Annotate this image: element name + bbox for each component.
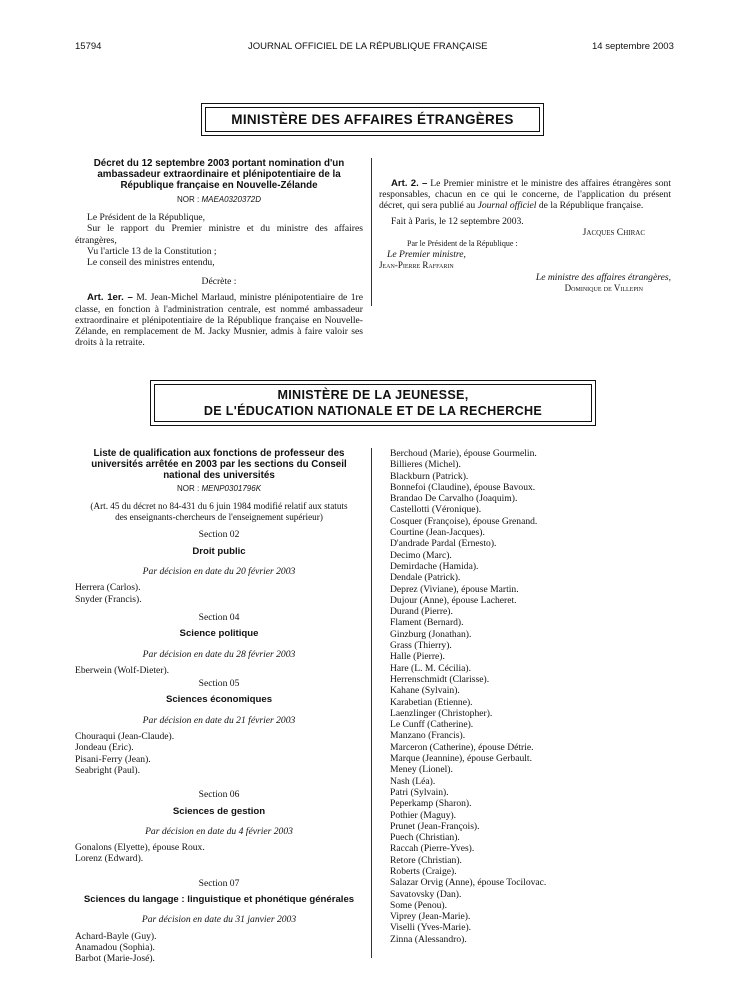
column-separator (371, 158, 372, 306)
list-item: Blackburn (Patrick). (390, 470, 469, 482)
list-item: Le Cunff (Catherine). (390, 719, 474, 731)
section-name: Science politique (179, 628, 259, 640)
list-item: Kahane (Sylvain). (390, 685, 460, 697)
article-1-label: Art. 1er. – (87, 292, 133, 304)
list-item: Ginzburg (Jonathan). (390, 628, 472, 640)
list-item: Peperkamp (Sharon). (390, 798, 472, 810)
decree-left-column (75, 158, 363, 348)
list-item: Lorenz (Edward). (75, 853, 144, 865)
list-item: Chouraqui (Jean-Claude). (75, 731, 175, 743)
section-name: Sciences de gestion (172, 805, 266, 817)
list-item: Billieres (Michel). (390, 459, 461, 471)
section-number: Section 04 (198, 611, 240, 623)
par-le-president: Par le Président de la République : (407, 239, 518, 249)
ministry2-line-1: MINISTÈRE DE LA JEUNESSE, (277, 388, 469, 402)
decree-fait: Fait à Paris, le 12 septembre 2003. (391, 215, 524, 227)
decree-right-column (379, 178, 671, 294)
section-decision: Par décision en date du 31 janvier 2003 (141, 914, 297, 926)
list-item: Courtine (Jean-Jacques). (390, 527, 485, 539)
journal-title: JOURNAL OFFICIEL DE LA RÉPUBLIQUE FRANÇAISE (248, 41, 488, 52)
signer-president: Jacques Chirac (582, 226, 645, 238)
decree-article-1 (75, 292, 363, 348)
list-item: Patri (Sylvain). (390, 786, 449, 798)
section-decision: Par décision en date du 4 février 2003 (145, 825, 293, 837)
section-number: Section 02 (198, 529, 240, 541)
list-item: Marceron (Catherine), épouse Détrie. (390, 741, 534, 753)
list-item: Karabetian (Etienne). (390, 696, 473, 708)
liste-nor: NOR : MENP0301796K (176, 484, 262, 493)
liste-note: (Art. 45 du décret no 84-431 du 6 juin 1984 modifié relatif aux statuts des enseignants-chercheurs de l'enseignement supérieur) (90, 501, 348, 522)
section-names (75, 731, 363, 776)
section-number: Section 07 (198, 877, 240, 889)
list-item: Viprey (Jean-Marie). (390, 911, 471, 923)
decree-nor: NOR : MAEA0320372D (176, 195, 262, 204)
section-decision: Par décision en date du 20 février 2003 (142, 566, 296, 578)
list-item: Meney (Lionel). (390, 764, 453, 776)
section-name: Sciences du langage : linguistique et phonétique générales (83, 894, 355, 906)
list-item: Barbot (Marie-José). (75, 953, 155, 965)
decree-para-2: Sur le rapport du Premier ministre et du ministre des affaires étrangères, (75, 223, 363, 246)
liste-left-column (75, 448, 363, 965)
ministry2-line-2: DE L'ÉDUCATION NATIONALE ET DE LA RECHERCHE (203, 404, 543, 418)
section-names (75, 842, 363, 865)
section-names (75, 582, 363, 605)
list-item: Bonnefoi (Claudine), épouse Bavoux. (390, 481, 536, 493)
list-item: Snyder (Francis). (75, 593, 142, 605)
list-item: Prunet (Jean-François). (390, 820, 480, 832)
list-item: Berchoud (Marie), épouse Gourmelin. (390, 448, 537, 459)
section-04 (75, 612, 363, 676)
column-separator (371, 448, 372, 958)
list-item: Manzano (Francis). (390, 730, 466, 742)
section-decision: Par décision en date du 28 février 2003 (142, 648, 296, 660)
article-1-text: M. Jean-Michel Marlaud, ministre plénipotentiaire de 1re classe, en fonction à l'administration centrale, est nommé ambassadeur extraordinaire et plénipotentiaire de la République française en Nouvelle-Zélande, en remplacement de M. Jacky Musnier, admis à faire valoir ses droits à la retraite. (75, 292, 363, 349)
list-item: Halle (Pierre). (390, 651, 445, 663)
liste-nor-code: MENP0301796K (201, 484, 262, 493)
ministry-box-foreign-affairs (201, 103, 544, 136)
section-decision: Par décision en date du 21 février 2003 (142, 714, 296, 726)
pm-name: Jean-Pierre Raffarin (379, 260, 454, 271)
list-item: Flament (Bernard). (390, 617, 464, 629)
section-name: Droit public (192, 545, 246, 557)
liste-right-column (390, 448, 671, 945)
decree-para-1: Le Président de la République, (87, 212, 206, 224)
list-item: Durand (Pierre). (390, 606, 453, 618)
list-item: Salazar Orvig (Anne), épouse Tocilovac. (390, 877, 547, 889)
ministry-title: MINISTÈRE DES AFFAIRES ÉTRANGÈRES (231, 112, 514, 127)
list-item: Anamadou (Sophia). (75, 941, 155, 953)
decree-nor-code: MAEA0320372D (201, 195, 262, 204)
list-item: Gonalons (Elyette), épouse Roux. (75, 842, 205, 854)
list-item: Eberwein (Wolf-Dieter). (75, 664, 170, 676)
list-item: Zinna (Alessandro). (390, 933, 467, 945)
list-item: Retore (Christian). (390, 854, 462, 866)
section-07-names-continued (390, 448, 671, 945)
page-header (0, 41, 751, 55)
list-item: Dendale (Patrick). (390, 572, 461, 584)
list-item: Demirdache (Hamida). (390, 560, 479, 572)
section-name: Sciences économiques (165, 694, 273, 706)
list-item: Grass (Thierry). (390, 640, 452, 652)
list-item: Pothier (Maguy). (390, 809, 457, 821)
section-names (75, 665, 363, 676)
decree-title: Décret du 12 septembre 2003 portant nomination d'un ambassadeur extraordinaire et plénipotentiaire de la République française en Nouvelle-Zélande (93, 158, 345, 191)
list-item: Achard-Bayle (Guy). (75, 930, 157, 942)
minister-name: Dominique de Villepin (564, 282, 643, 293)
issue-date: 14 septembre 2003 (592, 41, 674, 52)
list-item: Marque (Jeannine), épouse Gerbault. (390, 753, 532, 765)
liste-title: Liste de qualification aux fonctions de professeur des universités arrêtée en 2003 par les sections du Conseil national des universités (91, 448, 347, 481)
section-02 (75, 529, 363, 604)
list-item: Decimo (Marc). (390, 549, 452, 561)
list-item: Deprez (Viviane), épouse Martin. (390, 583, 519, 595)
section-05 (75, 678, 363, 776)
ministry-box-education (150, 380, 596, 426)
decree-para-4: Le conseil des ministres entendu, (87, 257, 215, 269)
list-item: Roberts (Craige). (390, 865, 457, 877)
section-06 (75, 789, 363, 864)
list-item: Herrera (Carlos). (75, 582, 141, 594)
section-number: Section 06 (198, 789, 240, 801)
list-item: Puech (Christian). (390, 832, 460, 844)
list-item: D'andrade Pardal (Ernesto). (390, 538, 497, 550)
list-item: Hare (L. M. Cécilia). (390, 662, 471, 674)
list-item: Laenzlinger (Christopher). (390, 707, 493, 719)
list-item: Jondeau (Eric). (75, 742, 134, 754)
list-item: Castellotti (Véronique). (390, 504, 482, 516)
decree-article-2: Art. 2. – Le Premier ministre et le ministre des affaires étrangères sont responsables, chacun en ce qui le concerne, de l'application du présent décret, qui sera publié au Journal officiel de la République française. (379, 178, 671, 212)
article-2-label: Art. 2. – (391, 178, 428, 189)
decree-decrete: Décrète : (201, 276, 237, 288)
list-item: Pisani-Ferry (Jean). (75, 753, 151, 765)
journal-officiel-ref: Journal officiel (477, 200, 537, 212)
minister-title: Le ministre des affaires étrangères, (535, 271, 671, 283)
list-item: Viselli (Yves-Marie). (390, 922, 472, 934)
section-number: Section 05 (198, 678, 240, 690)
list-item: Herrenschmidt (Clarisse). (390, 673, 490, 685)
page-number: 15794 (75, 41, 102, 52)
list-item: Some (Penou). (390, 899, 448, 911)
section-07 (75, 878, 363, 965)
list-item: Nash (Léa). (390, 775, 436, 787)
list-item: Dujour (Anne), épouse Lacheret. (390, 594, 517, 606)
list-item: Raccah (Pierre-Yves). (390, 843, 475, 855)
section-names (75, 931, 363, 965)
decree-para-3: Vu l'article 13 de la Constitution ; (87, 245, 217, 257)
list-item: Savatovsky (Dan). (390, 888, 462, 900)
list-item: Seabright (Paul). (75, 764, 141, 776)
list-item: Cosquer (Françoise), épouse Grenand. (390, 515, 538, 527)
list-item: Brandao De Carvalho (Joaquim). (390, 493, 518, 505)
pm-title: Le Premier ministre, (387, 249, 466, 261)
